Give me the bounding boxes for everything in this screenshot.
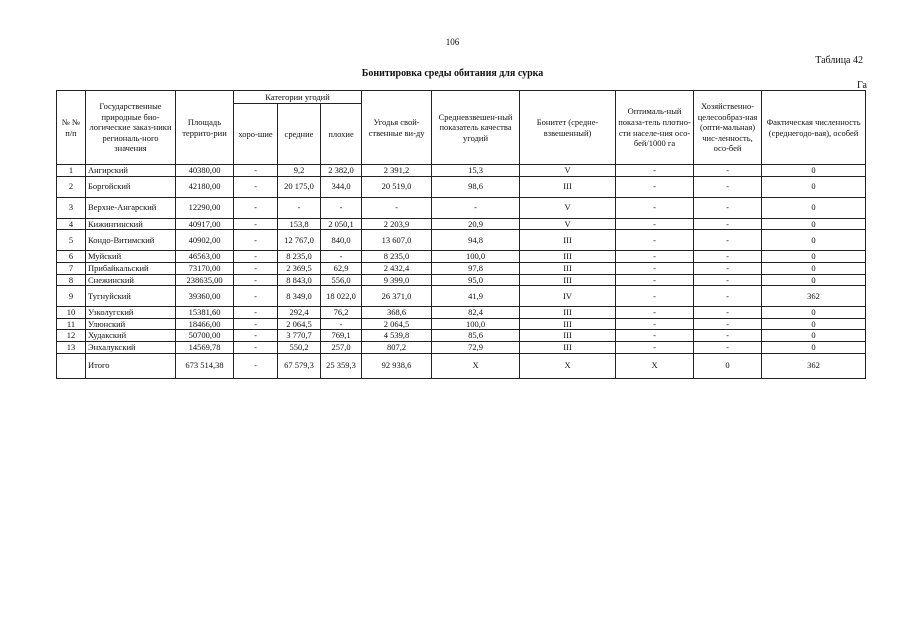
cell-density: - — [616, 165, 694, 177]
cell-name: Прибайкальский — [86, 262, 176, 274]
cell-name: Узколугский — [86, 307, 176, 319]
cell-actual: 0 — [762, 330, 866, 342]
cell-suitable: 2 391,2 — [362, 165, 432, 177]
cell-poor: - — [321, 251, 362, 263]
cell-optimal: - — [694, 176, 762, 197]
cell-density: - — [616, 230, 694, 251]
cell-good: - — [234, 318, 278, 330]
cell-medium: 12 767,0 — [278, 230, 321, 251]
cell-name: Ангирский — [86, 165, 176, 177]
cell-actual: 362 — [762, 286, 866, 307]
cell-density: - — [616, 176, 694, 197]
cell-medium: 9,2 — [278, 165, 321, 177]
cell-area: 40902,00 — [176, 230, 234, 251]
bonitet-table — [56, 90, 866, 379]
header-area: Площадь террито-рии — [176, 91, 234, 165]
cell-medium: - — [278, 197, 321, 218]
cell-poor: 25 359,3 — [321, 353, 362, 378]
cell-name: Энхалукский — [86, 342, 176, 354]
cell-poor: 344,0 — [321, 176, 362, 197]
cell-suitable: 9 399,0 — [362, 274, 432, 286]
cell-num: 8 — [57, 274, 86, 286]
table-row — [57, 286, 866, 307]
cell-medium: 292,4 — [278, 307, 321, 319]
cell-good: - — [234, 230, 278, 251]
cell-quality: 72,9 — [432, 342, 520, 354]
cell-poor: 62,9 — [321, 262, 362, 274]
unit-label: Га — [857, 80, 867, 91]
cell-medium: 2 064,5 — [278, 318, 321, 330]
cell-density: - — [616, 197, 694, 218]
header-categories: Категории угодий — [234, 91, 362, 104]
cell-area: 40380,00 — [176, 165, 234, 177]
cell-poor: 769,1 — [321, 330, 362, 342]
header-suitable: Угодья свой-ственные ви-ду — [362, 91, 432, 165]
cell-actual: 0 — [762, 165, 866, 177]
cell-poor: 257,0 — [321, 342, 362, 354]
cell-num: 1 — [57, 165, 86, 177]
cell-area: 238635,00 — [176, 274, 234, 286]
cell-area: 73170,00 — [176, 262, 234, 274]
cell-actual: 0 — [762, 251, 866, 263]
cell-good: - — [234, 274, 278, 286]
cell-suitable: 2 432,4 — [362, 262, 432, 274]
cell-actual: 0 — [762, 218, 866, 230]
cell-area: 46563,00 — [176, 251, 234, 263]
cell-name: Худакский — [86, 330, 176, 342]
cell-optimal: - — [694, 342, 762, 354]
cell-quality: - — [432, 197, 520, 218]
header-economic-number: Хозяйственно-целесообраз-ная (опти-мальная) чис-ленность, осо-бей — [694, 91, 762, 165]
cell-medium: 3 770,7 — [278, 330, 321, 342]
cell-quality: 94,8 — [432, 230, 520, 251]
cell-name: Кондо-Витимский — [86, 230, 176, 251]
cell-quality: 20,9 — [432, 218, 520, 230]
cell-medium: 8 235,0 — [278, 251, 321, 263]
cell-bonitet: V — [520, 218, 616, 230]
cell-quality: 41,9 — [432, 286, 520, 307]
cell-optimal: - — [694, 165, 762, 177]
cell-good: - — [234, 165, 278, 177]
table-row — [57, 165, 866, 177]
cell-name: Снежинский — [86, 274, 176, 286]
table-row — [57, 262, 866, 274]
cell-density: - — [616, 262, 694, 274]
cell-quality: 97,8 — [432, 262, 520, 274]
cell-quality: 95,0 — [432, 274, 520, 286]
cell-actual: 0 — [762, 318, 866, 330]
total-row — [57, 353, 866, 378]
cell-bonitet: III — [520, 274, 616, 286]
cell-density: - — [616, 286, 694, 307]
cell-density: - — [616, 330, 694, 342]
header-optimal-density: Оптималь-ный показа-тель плотно-сти населе-ния осо-бей/1000 га — [616, 91, 694, 165]
cell-bonitet: III — [520, 176, 616, 197]
cell-poor: 556,0 — [321, 274, 362, 286]
cell-optimal: - — [694, 307, 762, 319]
header-good: хоро-шие — [234, 104, 278, 165]
cell-good: - — [234, 330, 278, 342]
page-number: 106 — [445, 37, 460, 47]
table-row — [57, 230, 866, 251]
header-bonitet: Бонитет (средне-взвешенный) — [520, 91, 616, 165]
cell-bonitet: III — [520, 318, 616, 330]
cell-optimal: - — [694, 318, 762, 330]
cell-actual: 0 — [762, 307, 866, 319]
table-row — [57, 342, 866, 354]
cell-bonitet: V — [520, 165, 616, 177]
cell-actual: 0 — [762, 230, 866, 251]
cell-area: 40917,00 — [176, 218, 234, 230]
cell-name: Верхне-Ангарский — [86, 197, 176, 218]
cell-num: 7 — [57, 262, 86, 274]
cell-num — [57, 353, 86, 378]
cell-num: 10 — [57, 307, 86, 319]
cell-good: - — [234, 307, 278, 319]
cell-actual: 362 — [762, 353, 866, 378]
cell-name: Кижингинский — [86, 218, 176, 230]
cell-medium: 67 579,3 — [278, 353, 321, 378]
cell-area: 14569,78 — [176, 342, 234, 354]
cell-optimal: - — [694, 197, 762, 218]
cell-actual: 0 — [762, 197, 866, 218]
cell-suitable: 368,6 — [362, 307, 432, 319]
cell-optimal: - — [694, 251, 762, 263]
table-row — [57, 274, 866, 286]
table-row — [57, 318, 866, 330]
cell-poor: 76,2 — [321, 307, 362, 319]
cell-num: 6 — [57, 251, 86, 263]
cell-suitable: 2 203,9 — [362, 218, 432, 230]
cell-density: - — [616, 318, 694, 330]
cell-poor: 18 022,0 — [321, 286, 362, 307]
cell-medium: 8 843,0 — [278, 274, 321, 286]
cell-num: 12 — [57, 330, 86, 342]
header-reserve: Государственные природные био-логические заказ-ники региональ-ного значения — [86, 91, 176, 165]
cell-area: 50700,00 — [176, 330, 234, 342]
cell-bonitet: III — [520, 251, 616, 263]
cell-bonitet: III — [520, 307, 616, 319]
cell-actual: 0 — [762, 274, 866, 286]
cell-poor: 840,0 — [321, 230, 362, 251]
cell-density: - — [616, 307, 694, 319]
table-label: Таблица 42 — [815, 55, 863, 66]
cell-poor: 2 050,1 — [321, 218, 362, 230]
cell-good: - — [234, 262, 278, 274]
cell-good: - — [234, 218, 278, 230]
cell-suitable: - — [362, 197, 432, 218]
cell-suitable: 26 371,0 — [362, 286, 432, 307]
document-title: Бонитировка среды обитания для сурка — [361, 68, 544, 79]
total-label: Итого — [86, 353, 176, 378]
cell-name: Муйский — [86, 251, 176, 263]
cell-area: 15381,60 — [176, 307, 234, 319]
cell-bonitet: X — [520, 353, 616, 378]
cell-optimal: - — [694, 274, 762, 286]
cell-bonitet: III — [520, 262, 616, 274]
cell-bonitet: IV — [520, 286, 616, 307]
cell-suitable: 20 519,0 — [362, 176, 432, 197]
cell-bonitet: III — [520, 342, 616, 354]
cell-optimal: - — [694, 330, 762, 342]
cell-actual: 0 — [762, 176, 866, 197]
cell-good: - — [234, 251, 278, 263]
cell-num: 9 — [57, 286, 86, 307]
header-actual-number: Фактическая численность (среднегодо-вая), особей — [762, 91, 866, 165]
cell-suitable: 4 539,8 — [362, 330, 432, 342]
cell-good: - — [234, 197, 278, 218]
cell-medium: 2 369,5 — [278, 262, 321, 274]
cell-medium: 550,2 — [278, 342, 321, 354]
cell-density: X — [616, 353, 694, 378]
cell-actual: 0 — [762, 262, 866, 274]
cell-quality: 98,6 — [432, 176, 520, 197]
cell-bonitet: V — [520, 197, 616, 218]
cell-poor: - — [321, 318, 362, 330]
cell-density: - — [616, 342, 694, 354]
cell-optimal: - — [694, 262, 762, 274]
cell-name: Тугнуйский — [86, 286, 176, 307]
cell-num: 11 — [57, 318, 86, 330]
cell-good: - — [234, 353, 278, 378]
cell-suitable: 807,2 — [362, 342, 432, 354]
cell-num: 13 — [57, 342, 86, 354]
cell-suitable: 2 064,5 — [362, 318, 432, 330]
cell-optimal: - — [694, 286, 762, 307]
cell-area: 18466,00 — [176, 318, 234, 330]
header-poor: плохие — [321, 104, 362, 165]
cell-quality: 15,3 — [432, 165, 520, 177]
table-row — [57, 176, 866, 197]
cell-medium: 153,8 — [278, 218, 321, 230]
header-num: № № п/п — [57, 91, 86, 165]
cell-bonitet: III — [520, 230, 616, 251]
cell-optimal: - — [694, 218, 762, 230]
cell-poor: 2 382,0 — [321, 165, 362, 177]
cell-density: - — [616, 251, 694, 263]
cell-area: 39360,00 — [176, 286, 234, 307]
cell-optimal: - — [694, 230, 762, 251]
cell-area: 673 514,38 — [176, 353, 234, 378]
table-row — [57, 251, 866, 263]
cell-good: - — [234, 176, 278, 197]
cell-name: Улюнский — [86, 318, 176, 330]
cell-quality: 82,4 — [432, 307, 520, 319]
cell-num: 2 — [57, 176, 86, 197]
cell-optimal: 0 — [694, 353, 762, 378]
table-row — [57, 330, 866, 342]
cell-num: 4 — [57, 218, 86, 230]
cell-actual: 0 — [762, 342, 866, 354]
cell-area: 12290,00 — [176, 197, 234, 218]
cell-num: 3 — [57, 197, 86, 218]
cell-medium: 20 175,0 — [278, 176, 321, 197]
table-row — [57, 197, 866, 218]
cell-density: - — [616, 218, 694, 230]
cell-medium: 8 349,0 — [278, 286, 321, 307]
cell-poor: - — [321, 197, 362, 218]
cell-quality: 85,6 — [432, 330, 520, 342]
cell-name: Боргойский — [86, 176, 176, 197]
cell-suitable: 92 938,6 — [362, 353, 432, 378]
table-row — [57, 307, 866, 319]
cell-good: - — [234, 286, 278, 307]
cell-quality: 100,0 — [432, 251, 520, 263]
cell-area: 42180,00 — [176, 176, 234, 197]
cell-suitable: 13 607,0 — [362, 230, 432, 251]
cell-density: - — [616, 274, 694, 286]
header-medium: средние — [278, 104, 321, 165]
cell-quality: 100,0 — [432, 318, 520, 330]
table-row — [57, 218, 866, 230]
cell-quality: X — [432, 353, 520, 378]
cell-good: - — [234, 342, 278, 354]
cell-bonitet: III — [520, 330, 616, 342]
cell-num: 5 — [57, 230, 86, 251]
cell-suitable: 8 235,0 — [362, 251, 432, 263]
header-weighted-quality: Средневзвешен-ный показатель качества угодий — [432, 91, 520, 165]
